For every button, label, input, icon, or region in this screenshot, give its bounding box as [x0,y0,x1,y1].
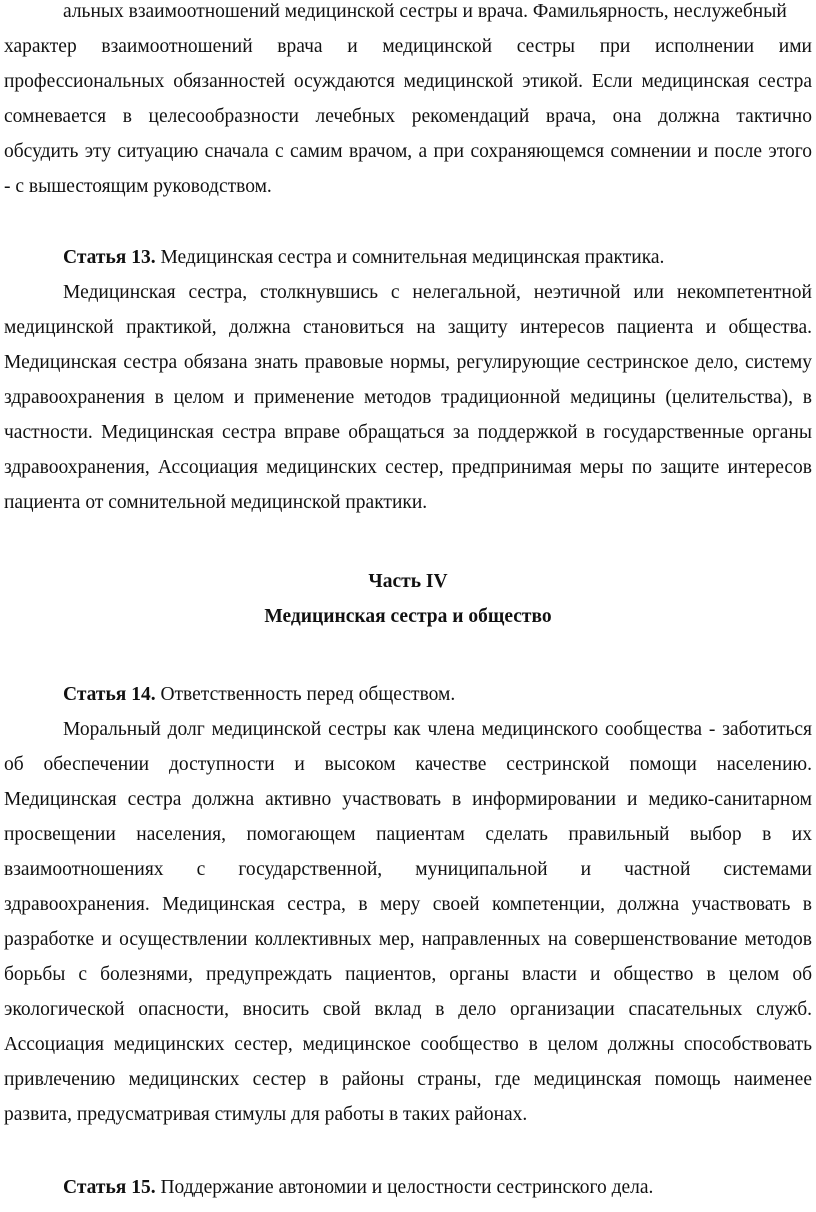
article-15-label: Статья 15. [63,1177,156,1198]
article-13-line-2: медицинской практикой, должна становиться на защиту интересов пациента и общества. [4,317,812,338]
article-14-line-10: Ассоциация медицинских сестер, медицинское сообщество в целом должны способствовать [4,1034,812,1055]
part-number: Часть IV [368,571,448,592]
article-14-line-4: просвещении населения, помогающем пациентам сделать правильный выбор в их [4,824,812,845]
article-13-line-1: Медицинская сестра, столкнувшись с нелегальной, неэтичной или некомпетентной [63,282,812,303]
article-13-line-7: пациента от сомнительной медицинской практики. [4,492,428,513]
article-14-heading [63,683,455,707]
part-title: Медицинская сестра и общество [264,606,552,627]
article-14-line-6: здравоохранения. Медицинская сестра, в меру своей компетенции, должна участвовать в [4,894,812,915]
article-15-title: Поддержание автономии и целостности сестринского дела. [155,1177,654,1198]
article-14-line-8: борьбы с болезнями, предупреждать пациентов, органы власти и общество в целом об [4,964,812,985]
article-14-line-1: Моральный долг медицинской сестры как члена медицинского сообщества - заботиться [63,719,812,740]
intro-line-5: обсудить эту ситуацию сначала с самим врачом, а при сохраняющемся сомнении и после этого [4,141,812,162]
article-13-heading [63,246,664,270]
article-13-line-6: здравоохранения, Ассоциация медицинских сестер, предпринимая меры по защите интересов [4,457,812,478]
article-14-line-11: привлечению медицинских сестер в районы страны, где медицинская помощь наименее [4,1069,812,1090]
article-13-line-3: Медицинская сестра обязана знать правовые нормы, регулирующие сестринское дело, систему [4,352,812,373]
intro-line-3: профессиональных обязанностей осуждаются медицинской этикой. Если медицинская сестра [4,71,812,92]
intro-line-6: - с вышестоящим руководством. [4,176,272,197]
article-14-line-7: разработке и осуществлении коллективных мер, направленных на совершенствование методов [4,929,812,950]
intro-line-2: характер взаимоотношений врача и медицинской сестры при исполнении ими [4,36,812,57]
article-15-heading [63,1176,653,1200]
intro-line-1: альных взаимоотношений медицинской сестры и врача. Фамильярность, неслужебный [63,1,787,22]
article-13-line-5: частности. Медицинская сестра вправе обращаться за поддержкой в государственные органы [4,422,812,443]
intro-line-4: сомневается в целесообразности лечебных рекомендаций врача, она должна тактично [4,106,812,127]
article-14-line-9: экологической опасности, вносить свой вклад в дело организации спасательных служб. [4,999,812,1020]
article-14-line-5: взаимоотношениях с государственной, муниципальной и частной системами [4,859,812,880]
article-13-line-4: здравоохранения в целом и применение методов традиционной медицины (целительства), в [4,387,812,408]
article-13-label: Статья 13. [63,247,156,268]
article-13-title: Медицинская сестра и сомнительная медицинская практика. [155,247,665,268]
article-14-line-12: развита, предусматривая стимулы для работы в таких районах. [4,1104,528,1125]
article-14-line-2: об обеспечении доступности и высоком качестве сестринской помощи населению. [4,754,812,775]
article-14-line-3: Медицинская сестра должна активно участвовать в информировании и медико-санитарном [4,789,812,810]
article-14-label: Статья 14. [63,684,156,705]
article-14-title: Ответственность перед обществом. [155,684,456,705]
